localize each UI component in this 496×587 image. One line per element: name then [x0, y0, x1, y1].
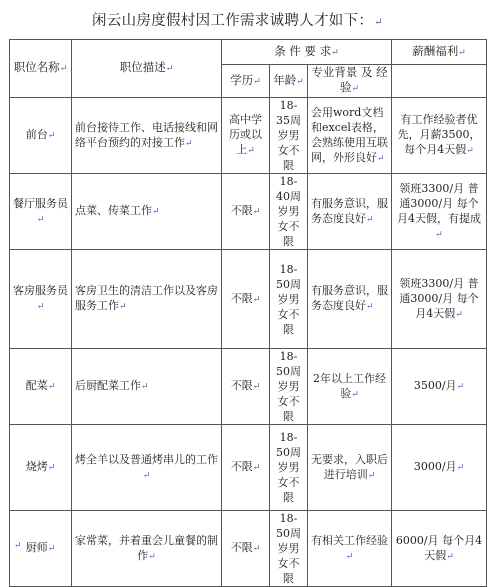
cell-position: 配菜↵ — [10, 349, 72, 425]
cell-background: 会用word文档和excel表格，会熟练使用互联网，外形良好↵ — [308, 98, 392, 174]
header-background: 专业背景 及 经验↵ — [308, 65, 392, 98]
cell-description: 前台接待工作、电话接线和网络平台预约的对接工作↵ — [72, 98, 222, 174]
cell-salary: 有工作经验者优先，月薪3500，每个月4天假↵ — [392, 98, 487, 174]
cell-background: 有相关工作经验↵ — [308, 511, 392, 587]
cell-description: 点菜、传菜工作↵ — [72, 174, 222, 250]
cell-education: 高中学历或以上↵ — [222, 98, 270, 174]
cell-position: 客房服务员↵ — [10, 250, 72, 349]
header-position: 职位名称↵ — [10, 40, 72, 98]
cell-age: 18-35周岁男女不限 — [270, 98, 308, 174]
cell-background: 2年以上工作经验↵ — [308, 349, 392, 425]
cell-position: 厨师↵ — [10, 511, 72, 587]
job-table — [9, 39, 487, 587]
table-row — [10, 511, 487, 587]
cell-background: 有服务意识，服务态度良好↵ — [308, 250, 392, 349]
cell-position: 烧烤↵ — [10, 425, 72, 511]
cell-salary: 6000/月 每个月4天假↵ — [392, 511, 487, 587]
header-age: 年龄↵ — [270, 65, 308, 98]
cell-position: 餐厅服务员↵ — [10, 174, 72, 250]
cell-salary: 领班3300/月 普通3000/月 每个月4天假↵ — [392, 250, 487, 349]
cell-age: 18-50周岁男女不限 — [270, 349, 308, 425]
cell-position: 前台↵ — [10, 98, 72, 174]
table-row — [10, 250, 487, 349]
header-salary-blank — [392, 65, 487, 98]
table-row — [10, 174, 487, 250]
cell-description: 家常菜，并着重会儿童餐的制作↵ — [72, 511, 222, 587]
cell-education: 不限↵ — [222, 425, 270, 511]
cell-age: 18-40周岁男女不限 — [270, 174, 308, 250]
cell-salary: 领班3300/月 普通3000/月 每个月4天假，有提成↵ — [392, 174, 487, 250]
cell-education: 不限↵ — [222, 349, 270, 425]
cell-description: 客房卫生的清洁工作以及客房服务工作↵ — [72, 250, 222, 349]
table-row — [10, 98, 487, 174]
cell-background: 无要求，入职后进行培训↵ — [308, 425, 392, 511]
cell-description: 后厨配菜工作↵ — [72, 349, 222, 425]
table-row — [10, 425, 487, 511]
header-description: 职位描述↵ — [72, 40, 222, 98]
header-education: 学历↵ — [222, 65, 270, 98]
header-salary: 薪酬福利↵ — [392, 40, 487, 65]
cell-education: 不限↵ — [222, 174, 270, 250]
cell-age: 18-50周岁男女不限 — [270, 250, 308, 349]
cell-background: 有服务意识，服务态度良好↵ — [308, 174, 392, 250]
cell-description: 烤全羊以及普通烤串儿的工作↵ — [72, 425, 222, 511]
cell-age: 18-50周岁男女不限 — [270, 511, 308, 587]
cell-education: 不限↵ — [222, 511, 270, 587]
table-row — [10, 349, 487, 425]
cell-salary: 3000/月↵ — [392, 425, 487, 511]
page-title: 闲云山房度假村因工作需求诚聘人才如下：↵ — [92, 13, 383, 29]
cell-salary: 3500/月↵ — [392, 349, 487, 425]
header-requirements: 条 件 要 求↵ — [222, 40, 392, 65]
cell-age: 18-50周岁男女不限 — [270, 425, 308, 511]
paragraph-mark-icon: ↵ — [374, 17, 383, 28]
paragraph-mark-icon: ↵ — [14, 541, 22, 551]
cell-education: 不限↵ — [222, 250, 270, 349]
